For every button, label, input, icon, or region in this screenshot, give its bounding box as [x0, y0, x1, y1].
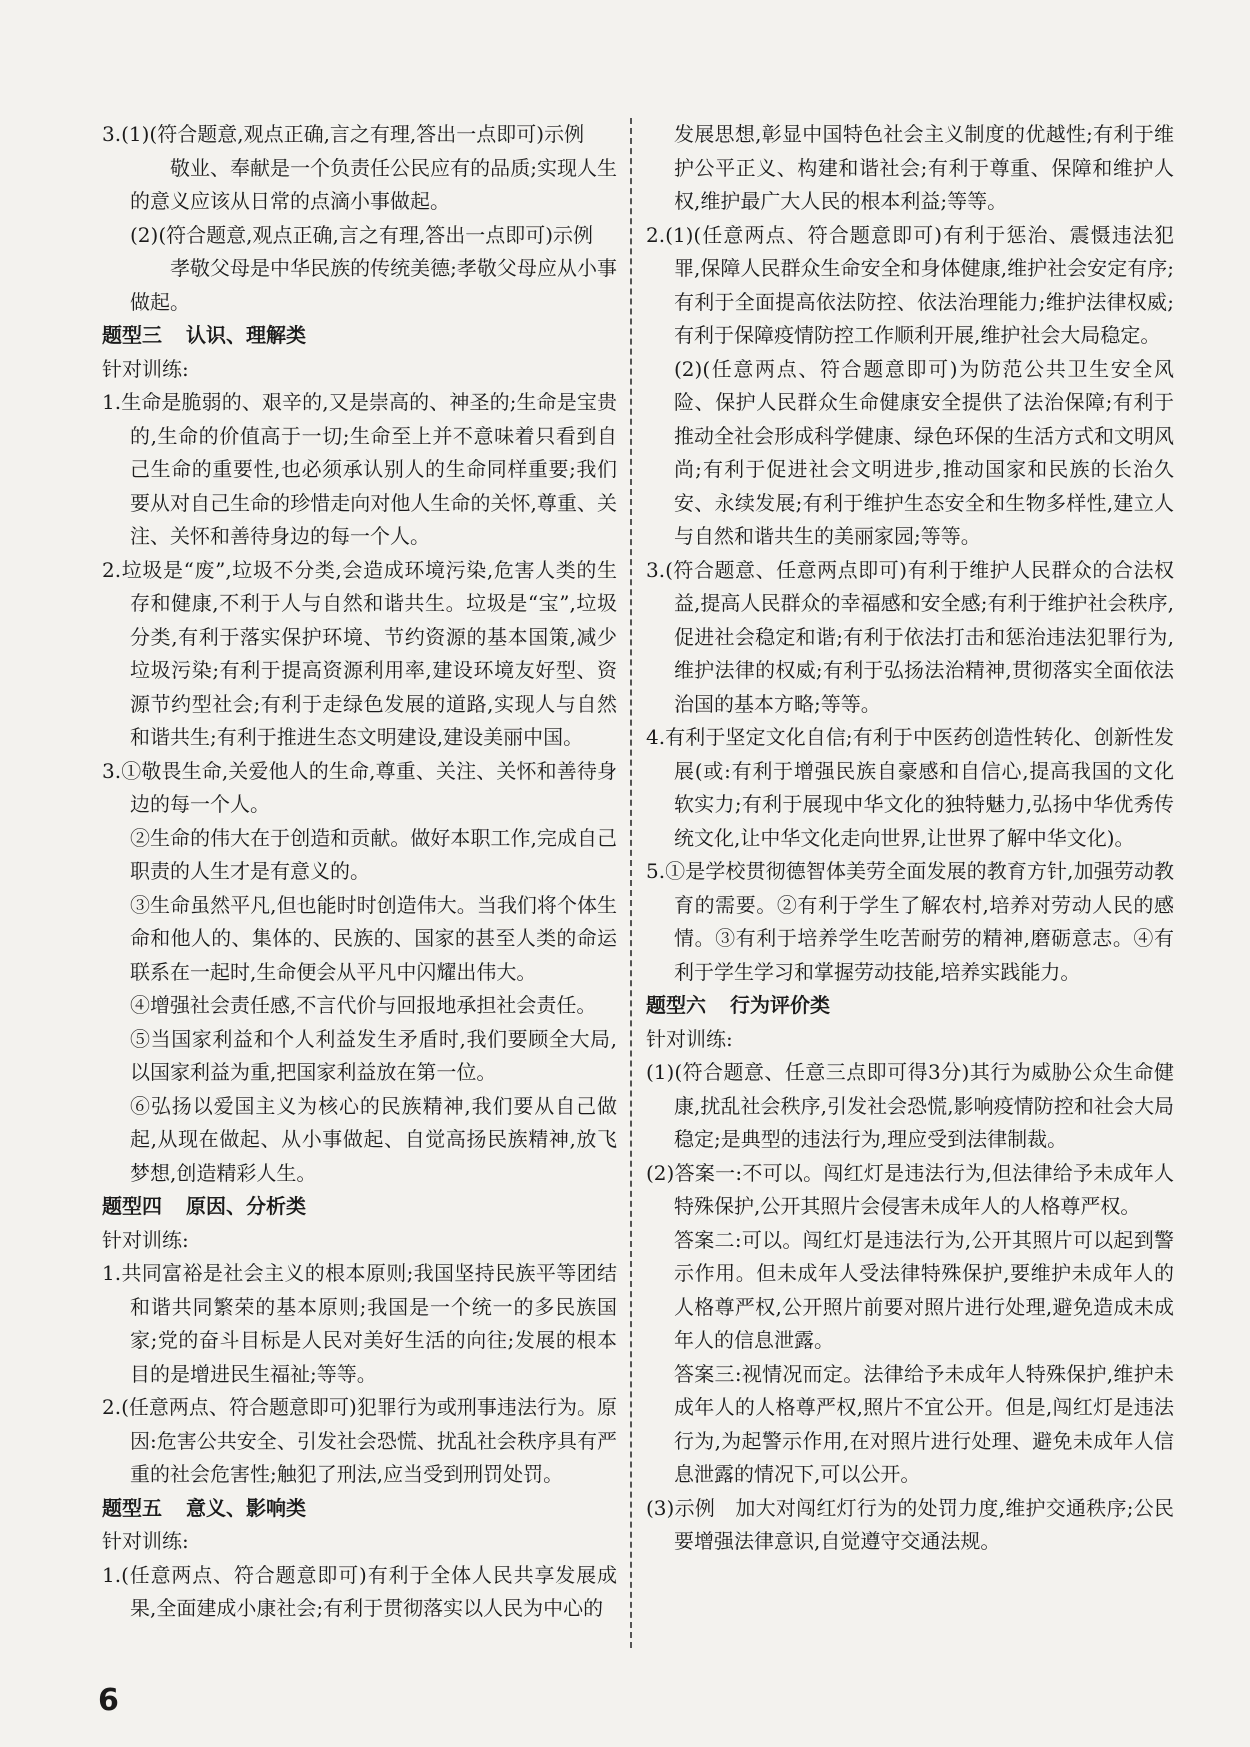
answer-subitem: ④增强社会责任感,不言代价与回报地承担社会责任。	[130, 993, 597, 1017]
answer-item: (3)示例 加大对闯红灯行为的处罚力度,维护交通秩序;公民要增强法律意识,自觉遵守交通法规。	[646, 1495, 1174, 1553]
section-heading-6	[646, 989, 1174, 1023]
answer-item: 3.①敬畏生命,关爱他人的生命,尊重、关注、关怀和善待身边的每一个人。	[102, 758, 617, 816]
answer-3-2-header: (2)(符合题意,观点正确,言之有理,答出一点即可)示例	[130, 222, 594, 247]
column-divider	[630, 118, 632, 1648]
section-heading-3	[102, 319, 617, 353]
answer-subitem: ③生命虽然平凡,但也能时时创造伟大。当我们将个体生命和他人的、集体的、民族的、国家的甚至人类的命运联系在一起时,生命便会从平凡中闪耀出伟大。	[130, 892, 617, 984]
training-label: 针对训练:	[102, 356, 189, 381]
section-number: 题型五	[102, 1495, 162, 1520]
left-column	[102, 118, 617, 1626]
section-title: 意义、影响类	[186, 1495, 306, 1520]
answer-item: 4.有利于坚定文化自信;有利于中医药创造性转化、创新性发展(或:有利于增强民族自豪感和自信心,提高我国的文化软实力;有利于展现中华文化的独特魅力,弘扬中华优秀传统文化,让中华文化走向世界,让世界了解中华文化)。	[646, 725, 1174, 850]
answer-item: 2.(任意两点、符合题意即可)犯罪行为或刑事违法行为。原因:危害公共安全、引发社会恐慌、扰乱社会秩序具有严重的社会危害性;触犯了刑法,应当受到刑罚处罚。	[102, 1395, 617, 1486]
answer-subitem: ⑥弘扬以爱国主义为核心的民族精神,我们要从自己做起,从现在做起、从小事做起、自觉高扬民族精神,放飞梦想,创造精彩人生。	[130, 1093, 617, 1185]
answer-subitem: 答案三:视情况而定。法律给予未成年人特殊保护,维护未成年人的人格尊严权,照片不宜公开。但是,闯红灯是违法行为,为起警示作用,在对照片进行处理、避免未成年人信息泄露的情况下,可以公开。	[674, 1361, 1174, 1486]
answer-subitem: 答案二:可以。闯红灯是违法行为,公开其照片可以起到警示作用。但未成年人受法律特殊保护,要维护未成年人的人格尊严权,公开照片前要对照片进行处理,避免造成未成年人的信息泄露。	[674, 1227, 1174, 1352]
answer-subitem: ②生命的伟大在于创造和贡献。做好本职工作,完成自己职责的人生才是有意义的。	[130, 825, 617, 883]
section-number: 题型三	[102, 323, 162, 347]
answer-subitem: (2)(任意两点、符合题意即可)为防范公共卫生安全风险、保护人民群众生命健康安全提供了法治保障;有利于推动全社会形成科学健康、绿色环保的生活方式和文明风尚;有利于促进社会文明进步,推动国家和民族的长治久安、永续发展;有利于维护生态安全和生物多样性,建立人与自然和谐共生的美丽家园;等等。	[674, 356, 1174, 548]
answer-subitem: ⑤当国家利益和个人利益发生矛盾时,我们要顾全大局,以国家利益为重,把国家利益放在第一位。	[130, 1026, 617, 1084]
section-title: 原因、分析类	[186, 1194, 306, 1218]
answer-3-1-header: 3.(1)(符合题意,观点正确,言之有理,答出一点即可)示例	[102, 122, 585, 146]
answer-continuation: 发展思想,彰显中国特色社会主义制度的优越性;有利于维护公平正义、构建和谐社会;有利于尊重、保障和维护人权,维护最广大人民的根本利益;等等。	[674, 122, 1174, 213]
answer-item: 1.生命是脆弱的、艰辛的,又是崇高的、神圣的;生命是宝贵的,生命的价值高于一切;生命至上并不意味着只看到自己生命的重要性,也必须承认别人的生命同样重要;我们要从对自己生命的珍惜走向对他人生命的关怀,尊重、关注、关怀和善待身边的每一个人。	[102, 390, 617, 548]
answer-item: 2.(1)(任意两点、符合题意即可)有利于惩治、震慑违法犯罪,保障人民群众生命安全和身体健康,维护社会安定有序;有利于全面提高依法防控、依法治理能力;维护法律权威;有利于保障疫情防控工作顺利开展,维护社会大局稳定。	[646, 222, 1174, 347]
answer-item: 1.(任意两点、符合题意即可)有利于全体人民共享发展成果,全面建成小康社会;有利于贯彻落实以人民为中心的	[102, 1562, 617, 1620]
answer-item: (2)答案一:不可以。闯红灯是违法行为,但法律给予未成年人特殊保护,公开其照片会侵害未成年人的人格尊严权。	[646, 1160, 1174, 1218]
section-number: 题型四	[102, 1194, 162, 1218]
answer-item: 5.①是学校贯彻德智体美劳全面发展的教育方针,加强劳动教育的需要。②有利于学生了解农村,培养对劳动人民的感情。③有利于培养学生吃苦耐劳的精神,磨砺意志。④有利于学生学习和掌握劳动技能,培养实践能力。	[646, 859, 1174, 984]
answer-3-1-body: 敬业、奉献是一个负责任公民应有的品质;实现人生的意义应该从日常的点滴小事做起。	[130, 155, 617, 213]
answer-item: 3.(符合题意、任意两点即可)有利于维护人民群众的合法权益,提高人民群众的幸福感和安全感;有利于维护社会秩序,促进社会稳定和谐;有利于依法打击和惩治违法犯罪行为,维护法律的权威;有利于弘扬法治精神,贯彻落实全面依法治国的基本方略;等等。	[646, 557, 1174, 716]
answer-item: 1.共同富裕是社会主义的根本原则;我国坚持民族平等团结和谐共同繁荣的基本原则;我国是一个统一的多民族国家;党的奋斗目标是人民对美好生活的向往;发展的根本目的是增进民生福祉;等等。	[102, 1261, 617, 1386]
answer-3-2-body: 孝敬父母是中华民族的传统美德;孝敬父母应从小事做起。	[130, 256, 617, 314]
answer-item: (1)(符合题意、任意三点即可得3分)其行为威胁公众生命健康,扰乱社会秩序,引发社会恐慌,影响疫情防控和社会大局稳定;是典型的违法行为,理应受到法律制裁。	[646, 1060, 1174, 1151]
page-number: 6	[98, 1683, 119, 1718]
section-title: 认识、理解类	[186, 323, 306, 347]
training-label: 针对训练:	[646, 1026, 733, 1051]
section-heading-4	[102, 1190, 617, 1224]
right-column	[646, 118, 1174, 1559]
section-title: 行为评价类	[730, 993, 830, 1017]
section-heading-5	[102, 1492, 617, 1526]
training-label: 针对训练:	[102, 1227, 189, 1252]
training-label: 针对训练:	[102, 1529, 189, 1553]
section-number: 题型六	[646, 993, 706, 1017]
answer-item: 2.垃圾是“废”,垃圾不分类,会造成环境污染,危害人类的生存和健康,不利于人与自然和谐共生。垃圾是“宝”,垃圾分类,有利于落实保护环境、节约资源的基本国策,减少垃圾污染;有利于提高资源利用率,建设环境友好型、资源节约型社会;有利于走绿色发展的道路,实现人与自然和谐共生;有利于推进生态文明建设,建设美丽中国。	[102, 557, 617, 749]
